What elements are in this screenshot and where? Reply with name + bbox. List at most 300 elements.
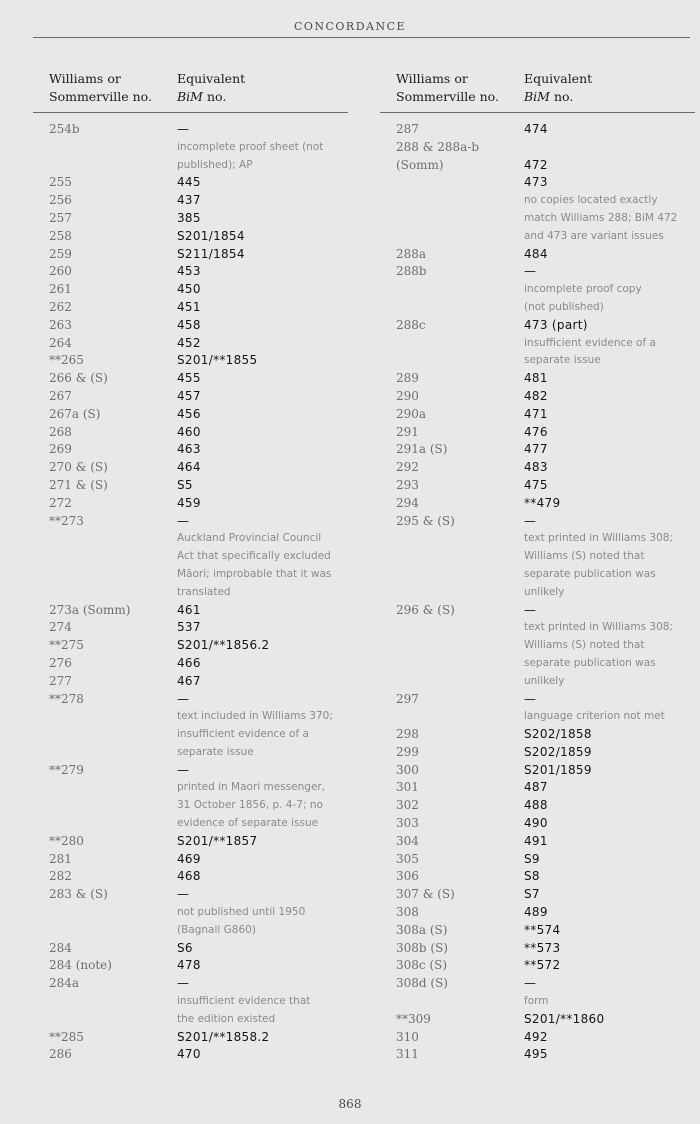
williams-number: 288b [396,264,427,279]
bim-number: S7 [524,887,540,902]
bim-number: S211/1854 [177,246,245,261]
table-row [49,441,348,459]
table-row [49,317,348,335]
note-line [49,139,348,157]
table-row [49,263,348,281]
note-line [49,708,348,726]
table-row [49,459,348,477]
bim-number: **572 [524,958,561,973]
note-text: text included in Williams 370; [177,710,333,723]
williams-number [396,299,524,317]
table-row [49,637,348,655]
williams-number [49,922,177,940]
williams-number: 264 [49,335,72,350]
note-text: insufficient evidence of a [177,728,309,741]
bim-number: 484 [524,246,548,261]
bim-number: 476 [524,424,548,439]
table-row [49,655,348,673]
williams-number: 308b (S) [396,940,448,955]
williams-number: 298 [396,727,419,742]
williams-number [396,637,524,655]
table-row [49,673,348,691]
table-body-left [33,113,348,1064]
note-line [396,566,695,584]
table-row [396,388,695,406]
note-line [49,815,348,833]
note-text: insufficient evidence that [177,995,311,1008]
table-row [49,940,348,958]
table-row [396,317,695,335]
note-line [396,637,695,655]
williams-number [49,797,177,815]
williams-number: 307 & (S) [396,887,455,902]
williams-number: 284 [49,940,72,955]
williams-number: 289 [396,371,419,386]
williams-number: 308 [396,905,419,920]
williams-number: 283 & (S) [49,887,108,902]
column-header [33,70,348,113]
table-row [396,922,695,940]
bim-number: — [177,513,190,528]
williams-number: 271 & (S) [49,477,108,492]
table-row [49,691,348,709]
bim-number: 451 [177,299,201,314]
williams-number [49,708,177,726]
table-row [396,868,695,886]
bim-number: 487 [524,780,548,795]
williams-number [49,815,177,833]
bim-header: Equivalent BiM no. [524,71,593,104]
table-row [396,815,695,833]
table-row [49,602,348,620]
note-line [396,619,695,637]
williams-number: 261 [49,282,72,297]
williams-number: 286 [49,1047,72,1062]
bim-number: — [524,691,537,706]
bim-number: 468 [177,869,201,884]
bim-number: S201/**1860 [524,1011,605,1026]
williams-number [49,157,177,175]
note-line [49,744,348,762]
williams-number [396,210,524,228]
table-row [49,513,348,531]
williams-number [49,548,177,566]
williams-number: **265 [49,353,84,368]
table-row [396,424,695,442]
table-row [396,779,695,797]
running-head: CONCORDANCE [293,20,407,33]
williams-number: 267 [49,388,72,403]
bim-number: 452 [177,335,201,350]
table-row [396,139,695,157]
bim-number: 474 [524,122,548,136]
note-text: incomplete proof copy [524,283,642,296]
note-line [49,904,348,922]
bim-number: **479 [524,495,561,510]
table-row [49,281,348,299]
williams-number: **278 [49,691,84,706]
table-row [49,619,348,637]
bim-number: 488 [524,798,548,813]
note-text: text printed in Williams 308; [524,621,673,634]
bim-number: 460 [177,424,201,439]
table-row [396,477,695,495]
table-row [49,335,348,353]
note-text: match Williams 288; BiM 472 [524,211,678,224]
note-text: insufficient evidence of a [524,336,656,349]
note-text: text printed in Williams 308; [524,532,673,545]
note-text: not published until 1950 [177,906,306,919]
table-body-right [380,113,695,1064]
williams-header: Williams or Sommerville no. [396,71,499,104]
note-line [49,584,348,602]
bim-number: 466 [177,655,201,670]
note-text: evidence of separate issue [177,817,319,830]
williams-number: 277 [49,673,72,688]
bim-number: S201/**1856.2 [177,638,270,653]
note-line [49,548,348,566]
note-line [49,922,348,940]
note-text: Act that specifically excluded [177,550,331,563]
williams-number: 290 [396,388,419,403]
table-row [49,228,348,246]
williams-number [49,726,177,744]
table-row [49,975,348,993]
table-row [49,833,348,851]
table-row [49,246,348,264]
bim-number: 477 [524,442,548,457]
bim-number: S201/1854 [177,228,245,243]
bim-number: 495 [524,1047,548,1062]
williams-number: 299 [396,744,419,759]
bim-number: **574 [524,922,561,937]
williams-number [49,139,177,157]
note-line [396,228,695,246]
note-line [49,993,348,1011]
note-text: Auckland Provincial Council [177,532,322,545]
table-row [396,762,695,780]
williams-number [396,566,524,584]
note-text: no copies located exactly [524,194,658,207]
table-row [396,370,695,388]
bim-number: S201/**1858.2 [177,1029,270,1044]
bim-number: 472 [524,157,548,172]
williams-number: 284 (note) [49,958,112,973]
table-row [396,1046,695,1064]
table-row [396,441,695,459]
table-row [49,210,348,228]
note-line [396,655,695,673]
note-text: 31 October 1856, p. 4-7; no [177,799,323,812]
bim-number: S201/**1855 [177,353,258,368]
table-row [49,762,348,780]
bim-number: — [177,691,190,706]
williams-number: 290a [396,406,427,421]
williams-number: 284a [49,976,80,991]
williams-header: Williams or Sommerville no. [49,71,152,104]
table-row [49,299,348,317]
bim-number: 491 [524,833,548,848]
bim-number: 457 [177,388,201,403]
table-row [396,851,695,869]
note-line [396,210,695,228]
note-line [396,673,695,691]
note-text: form [524,995,549,1008]
williams-number: 308c (S) [396,958,448,973]
table-row [49,1029,348,1047]
bim-number: 458 [177,317,201,332]
table-row [396,157,695,175]
williams-number [396,673,524,691]
williams-number: 256 [49,193,72,208]
williams-number [49,744,177,762]
williams-number: 310 [396,1029,419,1044]
note-text: printed in Maori messenger, [177,781,326,794]
table-row [396,121,695,139]
williams-number [396,228,524,246]
williams-number: 300 [396,762,419,777]
table-row [396,495,695,513]
table-row [49,174,348,192]
note-line [396,352,695,370]
williams-number: 292 [396,460,419,475]
note-text: language criterion not met [524,710,665,723]
table-row [396,886,695,904]
bim-number: 453 [177,264,201,279]
bim-number: S201/**1857 [177,833,258,848]
williams-number [49,530,177,548]
table-row [396,459,695,477]
note-text: separate issue [177,745,254,758]
williams-number: 255 [49,175,72,190]
williams-number: 288c [396,317,426,332]
williams-number: 257 [49,210,72,225]
williams-number: **285 [49,1029,84,1044]
bim-number: 461 [177,602,201,617]
note-text: translated [177,585,231,598]
note-line [49,566,348,584]
bim-number: — [177,122,190,136]
williams-number: 266 & (S) [49,371,108,386]
williams-number [396,530,524,548]
bim-number: 464 [177,460,201,475]
bim-number: 450 [177,282,201,297]
note-text: Māori; improbable that it was [177,567,332,580]
williams-number: 274 [49,620,72,635]
bim-number: 483 [524,460,548,475]
williams-number: 295 & (S) [396,513,455,528]
williams-number: 311 [396,1047,419,1062]
table-row [49,495,348,513]
williams-number [49,584,177,602]
williams-number [396,335,524,353]
note-text: (not published) [524,300,604,313]
table-row [49,424,348,442]
williams-number: 291a (S) [396,442,448,457]
williams-number [396,281,524,299]
bim-number: S202/1858 [524,727,592,742]
table-row [49,352,348,370]
table-row [396,246,695,264]
williams-number: 273a (Somm) [49,602,131,617]
williams-number: (Somm) [396,157,444,172]
bim-number: 482 [524,388,548,403]
bim-header: Equivalent BiM no. [177,71,246,104]
note-line [396,708,695,726]
bim-number: S6 [177,940,193,955]
williams-number: 260 [49,264,72,279]
bim-number: 473 [524,175,548,190]
table-row [396,602,695,620]
williams-number: 306 [396,869,419,884]
williams-number: 293 [396,477,419,492]
table-row [396,904,695,922]
note-text: unlikely [524,585,565,598]
williams-number: 305 [396,851,419,866]
table-row [396,263,695,281]
bim-number: 478 [177,958,201,973]
bim-number: — [524,602,537,617]
table-row [49,406,348,424]
note-text: published); AP [177,158,253,171]
bim-number: 437 [177,193,201,208]
table-row [49,388,348,406]
williams-number: 287 [396,122,419,136]
williams-number: 259 [49,246,72,261]
williams-number: **279 [49,762,84,777]
note-text: (Bagnall G860) [177,923,256,936]
note-line [396,993,695,1011]
bim-number: 456 [177,406,201,421]
bim-number: S9 [524,851,540,866]
williams-number: 258 [49,228,72,243]
bim-number: 471 [524,406,548,421]
williams-number [49,566,177,584]
bim-number: 467 [177,673,201,688]
note-text: separate publication was [524,656,656,669]
bim-number: **573 [524,940,561,955]
note-line [396,281,695,299]
bim-number: 385 [177,210,201,225]
williams-number: 268 [49,424,72,439]
williams-number: 254b [49,122,80,136]
table-row [396,1011,695,1029]
table-row [396,797,695,815]
williams-number [49,904,177,922]
williams-number: **309 [396,1011,431,1026]
williams-number: 302 [396,798,419,813]
bim-number: 463 [177,442,201,457]
bim-number: 490 [524,816,548,831]
williams-number [396,352,524,370]
williams-number [396,708,524,726]
note-line [49,157,348,175]
table-row [49,851,348,869]
williams-number [396,619,524,637]
note-line [396,335,695,353]
note-text: and 473 are variant issues [524,229,664,242]
table-row [396,940,695,958]
table-row [396,691,695,709]
bim-number: S201/1859 [524,762,592,777]
note-line [49,530,348,548]
williams-number: 294 [396,495,419,510]
note-text: separate issue [524,354,601,367]
table-row [396,957,695,975]
note-text: unlikely [524,674,565,687]
concordance-column-right [380,70,695,1064]
bim-number: 469 [177,851,201,866]
note-line [396,548,695,566]
table-row [396,406,695,424]
bim-number: — [177,887,190,902]
table-row [49,886,348,904]
note-line [396,584,695,602]
williams-number: 296 & (S) [396,602,455,617]
table-row [49,192,348,210]
note-line [396,299,695,317]
table-row [396,513,695,531]
column-header [380,70,695,113]
table-row [49,868,348,886]
header-rule [33,37,690,38]
williams-number: **280 [49,833,84,848]
bim-number: — [524,976,537,991]
williams-number: 308d (S) [396,976,448,991]
bim-number: S8 [524,869,540,884]
williams-number: 269 [49,442,72,457]
williams-number: 276 [49,655,72,670]
note-line [49,797,348,815]
bim-number: 537 [177,620,201,635]
williams-number: 304 [396,833,419,848]
bim-number: — [177,762,190,777]
bim-number: S5 [177,477,193,492]
bim-number: 492 [524,1029,548,1044]
williams-number [396,548,524,566]
bim-number: 475 [524,477,548,492]
williams-number: 288a [396,246,427,261]
table-row [396,833,695,851]
williams-number: 263 [49,317,72,332]
williams-number: 282 [49,869,72,884]
note-line [49,726,348,744]
note-text: Williams (S) noted that [524,639,645,652]
bim-number: — [524,264,537,279]
williams-number: 270 & (S) [49,460,108,475]
williams-number [49,1011,177,1029]
concordance-column-left [33,70,348,1064]
williams-number [396,192,524,210]
bim-number [524,139,695,157]
note-line [396,530,695,548]
bim-number: 459 [177,495,201,510]
note-text: Williams (S) noted that [524,550,645,563]
bim-number: — [177,976,190,991]
page-number: 868 [338,1097,362,1111]
note-text: incomplete proof sheet (not [177,140,324,153]
williams-number: **273 [49,513,84,528]
williams-number: 288 & 288a-b [396,139,480,154]
bim-number: 481 [524,371,548,386]
williams-number [49,993,177,1011]
table-row [49,370,348,388]
bim-number: 473 (part) [524,317,588,332]
note-line [49,779,348,797]
williams-number: 262 [49,299,72,314]
table-row [396,975,695,993]
table-row [396,744,695,762]
